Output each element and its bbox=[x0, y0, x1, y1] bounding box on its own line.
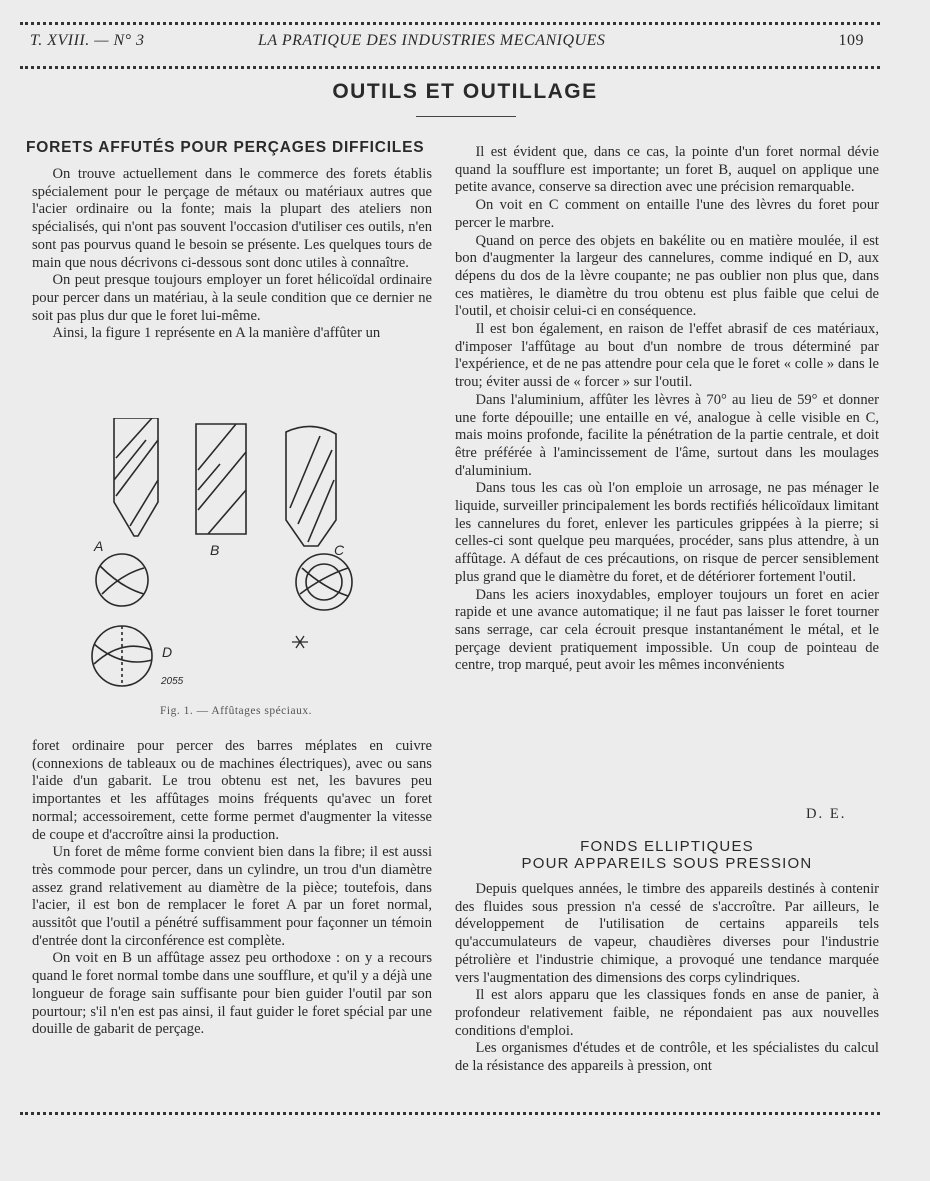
paragraph: Quand on perce des objets en bakélite ou en matière moulée, il est bon d'augmenter la largeur des cannelures, comme indiqué en D, aux dépens du dos de la lèvre coupante; ne pas oublier non plus que, dans ces matières, le diamètre du trou obtenu est plus faible que celui de l'outil, et choisir celui-ci en conséquence. bbox=[455, 232, 879, 320]
paragraph: On voit en C comment on entaille l'une des lèvres du foret pour percer le marbre. bbox=[455, 197, 879, 231]
paragraph: On voit en B un affûtage assez peu orthodoxe : on y a recours quand le foret normal tombe dans une soufflure, et qu'il y a déjà une longueur de forage sain suffisante pour bien guider l'outil par son pourtour; s'il n'en est pas ainsi, il faut guider le foret spécial par une douille de gabarit de perçage. bbox=[32, 950, 432, 1038]
drill-a bbox=[114, 418, 158, 536]
paragraph: Dans tous les cas où l'on emploie un arrosage, ne pas ménager le liquide, surveiller principalement les bords rectifiés hélicoïdaux limitant les cannelures du foret, enlever les particules grippées à la pierre; si celles-ci sont quelque peu marquées, procéder, sans plus attendre, à un affûtage. A défaut de ces précautions, on risque de percer sensiblement plus grand que le diamètre du foret, et de détériorer fortement l'outil. bbox=[455, 480, 879, 585]
paragraph: Les organismes d'études et de contrôle, et les spécialistes du calcul de la résistance des appareils à pression, ont bbox=[455, 1040, 879, 1075]
figure-label-b: B bbox=[210, 542, 220, 558]
registration-mark bbox=[292, 636, 308, 648]
figure-label-a: A bbox=[94, 538, 104, 554]
page-number: 109 bbox=[838, 32, 864, 49]
journal-title: LA PRATIQUE DES INDUSTRIES MECANIQUES bbox=[258, 32, 606, 49]
section-title: OUTILS ET OUTILLAGE bbox=[332, 80, 598, 103]
drill-b bbox=[196, 424, 246, 534]
paragraph: Un foret de même forme convient bien dans la fibre; il est aussi très commode pour percer, dans un cylindre, un trou d'un diamètre assez grand relativement au diamètre de la pièce; toutefois, dans l'acier, il est bon de remplacer le foret A par un foret normal, aussitôt que l'outil a pénétré suffisamment pour façonner un témoin d'entrée dont la circonférence est complète. bbox=[32, 844, 432, 949]
paragraph: Depuis quelques années, le timbre des appareils destinés à contenir des fluides sous pression n'a cessé de s'accroître. Par ailleurs, le développement de l'utilisation de certains appareils tels qu'accumulateurs de vapeur, chaudières diverses pour l'industrie pétrolière et l'industrie chimique, a provoqué une tendance marquée vers l'augmentation des dimensions des corps cylindriques. bbox=[455, 881, 879, 986]
volume-number: T. XVIII. — N° 3 bbox=[30, 32, 145, 49]
article-heading: FORETS AFFUTÉS POUR PERÇAGES DIFFICILES bbox=[26, 139, 425, 156]
heading-line-2: POUR APPAREILS SOUS PRESSION bbox=[521, 855, 813, 872]
running-head bbox=[30, 32, 864, 56]
figure-number: 2055 bbox=[161, 676, 184, 687]
figure-label-d: D bbox=[162, 644, 173, 660]
left-column-bottom bbox=[32, 738, 432, 1039]
header-dotted-rule bbox=[20, 66, 880, 69]
paragraph: Il est bon également, en raison de l'effet abrasif de ces matériaux, d'imposer l'affûtage au bout d'un nombre de trous déterminé par l'expérience, et de ne pas attendre pour cela que le foret « colle » dans le trou; éviter aussi de « forcer » sur l'outil. bbox=[455, 321, 879, 391]
title-rule bbox=[416, 116, 516, 117]
paragraph: Il est alors apparu que les classiques fonds en anse de panier, à profondeur relativement faible, ne répondaient pas aux nouvelles conditions d'emploi. bbox=[455, 987, 879, 1039]
paragraph: Il est évident que, dans ce cas, la pointe d'un foret normal dévie quand la soufflure est importante; un foret B, auquel on applique une petite avance, conserve sa direction avec une précision remarquable. bbox=[455, 144, 879, 196]
drill-c bbox=[286, 426, 336, 546]
figure-caption: Fig. 1. — Affûtages spéciaux. bbox=[160, 705, 312, 717]
drill-illustration bbox=[86, 418, 386, 700]
left-column-top bbox=[32, 166, 432, 343]
paragraph: On peut presque toujours employer un foret hélicoïdal ordinaire pour percer dans un matériau, à la seule condition que ce dernier ne soit pas plus dur que le foret lui-même. bbox=[32, 272, 432, 324]
right-column bbox=[455, 144, 879, 675]
end-view-a bbox=[96, 554, 148, 606]
end-view-d bbox=[92, 626, 152, 686]
author-signature: D. E. bbox=[806, 806, 847, 822]
top-dotted-rule bbox=[20, 22, 880, 25]
paragraph: Dans les aciers inoxydables, employer toujours un foret en acier rapide et une avance automatique; il ne faut pas laisser le foret tourner sans serrage, car cela écrouit presque instantanément le métal, et le perçage devient pratiquement impossible. Un coup de pointeau de centre, trop marqué, peut avoir les mêmes inconvénients bbox=[455, 586, 879, 674]
figure-drill-sharpening bbox=[86, 418, 386, 700]
paragraph: Ainsi, la figure 1 représente en A la manière d'affûter un bbox=[52, 325, 381, 342]
paragraph: On trouve actuellement dans le commerce des forets établis spécialement pour le perçage de métaux ou matériaux autres que l'acier ordinaire ou la fonte; mais la plupart des ateliers non spécialisés, qui n'ont pas souvent l'occasion d'utiliser ces outils, n'en sont pas pourvus quand le besoin se présente. Les quelques tours de main que nous décrivons ci-dessous sont donc utiles à connaître. bbox=[32, 166, 432, 271]
article-heading-2 bbox=[455, 838, 879, 872]
paragraph: Dans l'aluminium, affûter les lèvres à 70° au lieu de 59° et donner une forte dépouille; une entaille en vé, analogue à celle visible en C, mais moins profonde, facilite la pénétration de la partie centrale, et doit être préférée à l'amincissement de l'âme, surtout dans les moulages d'aluminium. bbox=[455, 391, 879, 479]
figure-label-c: C bbox=[334, 542, 345, 558]
bottom-dotted-rule bbox=[20, 1112, 880, 1115]
paragraph: foret ordinaire pour percer des barres méplates en cuivre (connexions de tableaux ou de machines électriques), avec ou sans l'aide d'un gabarit. Le trou obtenu est net, les bavures peu importantes et les affûtages moins fréquents qu'avec un foret normal; accessoirement, cette forme permet d'augmenter la vitesse de coupe et d'accroître ainsi la production. bbox=[32, 738, 432, 843]
end-view-c bbox=[296, 554, 352, 610]
heading-line-1: FONDS ELLIPTIQUES bbox=[580, 838, 754, 855]
right-column-article-2 bbox=[455, 881, 879, 1076]
